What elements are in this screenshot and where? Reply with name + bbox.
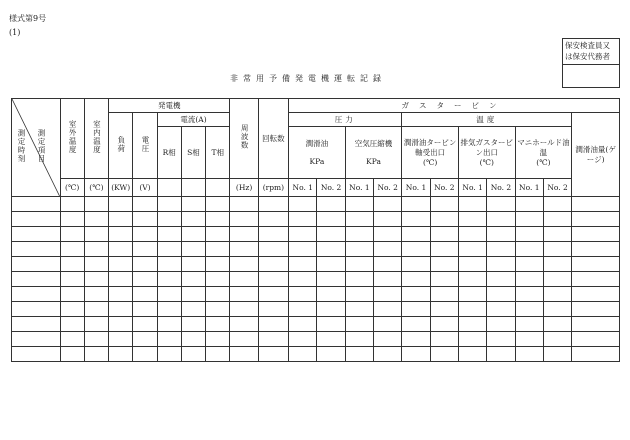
table-cell[interactable]	[84, 332, 108, 347]
unit-indoor: (℃)	[84, 179, 108, 197]
table-cell[interactable]	[430, 197, 458, 212]
time-item-header	[12, 99, 61, 197]
table-cell[interactable]	[206, 227, 230, 242]
rpm-header: 回転数	[258, 99, 288, 179]
table-cell[interactable]	[60, 212, 84, 227]
table-cell[interactable]	[402, 242, 430, 257]
table-cell[interactable]	[12, 317, 61, 332]
manifold-temp-header: マニホールド油温 (℃)	[515, 127, 572, 179]
table-cell[interactable]	[289, 242, 317, 257]
table-cell[interactable]	[181, 317, 205, 332]
table-cell[interactable]	[430, 212, 458, 227]
table-cell[interactable]	[487, 272, 515, 287]
table-cell[interactable]	[133, 227, 157, 242]
table-cell[interactable]	[230, 347, 258, 362]
table-cell[interactable]	[317, 332, 345, 347]
generator-header: 発電機	[109, 99, 230, 113]
table-cell[interactable]	[230, 227, 258, 242]
table-cell[interactable]	[133, 317, 157, 332]
table-cell[interactable]	[109, 197, 133, 212]
air-compressor-header: 空気圧縮機 KPa	[345, 127, 402, 179]
phase-r-header: R相	[157, 127, 181, 179]
table-row	[12, 332, 620, 347]
no1-label: No. 1	[289, 179, 317, 197]
table-cell[interactable]	[402, 257, 430, 272]
table-cell[interactable]	[84, 227, 108, 242]
table-cell[interactable]	[258, 272, 288, 287]
table-cell[interactable]	[543, 227, 571, 242]
form-number: 様式第9号	[9, 14, 47, 23]
table-cell[interactable]	[12, 272, 61, 287]
table-cell[interactable]	[543, 212, 571, 227]
table-cell[interactable]	[157, 302, 181, 317]
page-title: 非常用予備発電機運転記録	[230, 74, 386, 83]
table-cell[interactable]	[374, 302, 402, 317]
table-cell[interactable]	[133, 242, 157, 257]
table-cell[interactable]	[289, 317, 317, 332]
table-cell[interactable]	[515, 347, 543, 362]
table-row	[12, 347, 620, 362]
table-cell[interactable]	[12, 212, 61, 227]
table-cell[interactable]	[258, 197, 288, 212]
table-cell[interactable]	[289, 302, 317, 317]
table-cell[interactable]	[157, 227, 181, 242]
table-cell[interactable]	[109, 257, 133, 272]
table-cell[interactable]	[84, 242, 108, 257]
table-cell[interactable]	[458, 257, 486, 272]
table-cell[interactable]	[572, 317, 620, 332]
outdoor-temp-header: 室外温度	[60, 99, 84, 179]
table-cell[interactable]	[206, 332, 230, 347]
table-cell[interactable]	[487, 317, 515, 332]
table-cell[interactable]	[487, 332, 515, 347]
table-cell[interactable]	[133, 332, 157, 347]
exhaust-gas-temp-header: 排気ガスタービン出口 (℃)	[458, 127, 515, 179]
unit-r	[157, 179, 181, 197]
table-cell[interactable]	[133, 257, 157, 272]
table-cell[interactable]	[572, 332, 620, 347]
table-cell[interactable]	[543, 272, 571, 287]
table-cell[interactable]	[109, 272, 133, 287]
table-cell[interactable]	[258, 287, 288, 302]
table-cell[interactable]	[402, 287, 430, 302]
unit-rpm: (rpm)	[258, 179, 288, 197]
unit-t	[206, 179, 230, 197]
table-cell[interactable]	[230, 317, 258, 332]
table-cell[interactable]	[402, 227, 430, 242]
table-cell[interactable]	[109, 347, 133, 362]
table-cell[interactable]	[572, 197, 620, 212]
table-cell[interactable]	[374, 242, 402, 257]
table-cell[interactable]	[515, 197, 543, 212]
table-cell[interactable]	[12, 302, 61, 317]
table-cell[interactable]	[515, 212, 543, 227]
table-cell[interactable]	[157, 347, 181, 362]
table-cell[interactable]	[487, 347, 515, 362]
table-cell[interactable]	[258, 242, 288, 257]
table-cell[interactable]	[515, 272, 543, 287]
table-cell[interactable]	[458, 302, 486, 317]
table-cell[interactable]	[345, 197, 373, 212]
table-cell[interactable]	[458, 242, 486, 257]
table-cell[interactable]	[109, 212, 133, 227]
table-cell[interactable]	[572, 212, 620, 227]
table-cell[interactable]	[157, 317, 181, 332]
table-cell[interactable]	[157, 272, 181, 287]
table-row	[12, 272, 620, 287]
table-cell[interactable]	[543, 332, 571, 347]
frequency-header: 周波数	[230, 99, 258, 179]
table-cell[interactable]	[458, 227, 486, 242]
table-cell[interactable]	[402, 347, 430, 362]
table-cell[interactable]	[458, 212, 486, 227]
unit-voltage: (V)	[133, 179, 157, 197]
table-cell[interactable]	[109, 242, 133, 257]
table-cell[interactable]	[515, 317, 543, 332]
table-cell[interactable]	[12, 242, 61, 257]
table-cell[interactable]	[133, 302, 157, 317]
table-cell[interactable]	[543, 197, 571, 212]
inspector-signature-field[interactable]	[563, 65, 619, 87]
table-cell[interactable]	[109, 332, 133, 347]
table-cell[interactable]	[289, 332, 317, 347]
table-cell[interactable]	[543, 317, 571, 332]
temperature-header: 温度	[402, 113, 572, 127]
table-cell[interactable]	[487, 302, 515, 317]
table-cell[interactable]	[109, 227, 133, 242]
table-cell[interactable]	[133, 212, 157, 227]
indoor-temp-header: 室内温度	[84, 99, 108, 179]
table-cell[interactable]	[430, 317, 458, 332]
table-cell[interactable]	[230, 302, 258, 317]
table-cell[interactable]	[374, 287, 402, 302]
lube-oil-turbine-temp-header: 潤滑油タービン軸受出口 (℃)	[402, 127, 459, 179]
table-cell[interactable]	[345, 242, 373, 257]
inspector-label: 保安検査員又は保安代務者	[563, 39, 619, 65]
table-cell[interactable]	[181, 272, 205, 287]
table-cell[interactable]	[60, 332, 84, 347]
table-cell[interactable]	[84, 212, 108, 227]
table-row	[12, 242, 620, 257]
table-cell[interactable]	[317, 197, 345, 212]
table-cell[interactable]	[543, 347, 571, 362]
table-cell[interactable]	[317, 212, 345, 227]
operation-log-table	[11, 98, 620, 362]
table-cell[interactable]	[430, 257, 458, 272]
table-cell[interactable]	[258, 302, 288, 317]
table-cell[interactable]	[374, 332, 402, 347]
table-cell[interactable]	[572, 257, 620, 272]
table-cell[interactable]	[374, 347, 402, 362]
table-cell[interactable]	[60, 302, 84, 317]
table-cell[interactable]	[60, 272, 84, 287]
table-cell[interactable]	[181, 227, 205, 242]
no2-label: No. 2	[430, 179, 458, 197]
table-cell[interactable]	[458, 347, 486, 362]
table-cell[interactable]	[374, 212, 402, 227]
table-cell[interactable]	[572, 272, 620, 287]
table-cell[interactable]	[317, 302, 345, 317]
pressure-header: 圧力	[289, 113, 402, 127]
table-cell[interactable]	[109, 287, 133, 302]
table-cell[interactable]	[487, 242, 515, 257]
table-cell[interactable]	[258, 212, 288, 227]
table-cell[interactable]	[258, 257, 288, 272]
table-cell[interactable]	[543, 302, 571, 317]
table-cell[interactable]	[157, 212, 181, 227]
table-cell[interactable]	[345, 317, 373, 332]
table-cell[interactable]	[157, 257, 181, 272]
table-cell[interactable]	[289, 272, 317, 287]
table-cell[interactable]	[345, 347, 373, 362]
table-cell[interactable]	[317, 242, 345, 257]
table-cell[interactable]	[317, 257, 345, 272]
table-cell[interactable]	[345, 332, 373, 347]
table-cell[interactable]	[374, 317, 402, 332]
table-row	[12, 227, 620, 242]
lube-oil-level-header: 潤滑油量(ゲージ)	[572, 113, 620, 197]
table-cell[interactable]	[515, 287, 543, 302]
table-cell[interactable]	[230, 212, 258, 227]
unit-outdoor: (℃)	[60, 179, 84, 197]
table-cell[interactable]	[487, 227, 515, 242]
table-cell[interactable]	[206, 212, 230, 227]
table-row	[12, 287, 620, 302]
unit-s	[181, 179, 205, 197]
table-cell[interactable]	[345, 302, 373, 317]
table-cell[interactable]	[402, 302, 430, 317]
inspector-box	[562, 38, 620, 88]
phase-t-header: T相	[206, 127, 230, 179]
table-cell[interactable]	[430, 227, 458, 242]
table-cell[interactable]	[109, 302, 133, 317]
table-cell[interactable]	[206, 242, 230, 257]
table-cell[interactable]	[572, 287, 620, 302]
table-cell[interactable]	[157, 197, 181, 212]
table-cell[interactable]	[60, 227, 84, 242]
table-cell[interactable]	[430, 272, 458, 287]
table-cell[interactable]	[60, 197, 84, 212]
table-cell[interactable]	[515, 242, 543, 257]
time-header-label: 測定時刻	[17, 129, 26, 163]
table-cell[interactable]	[402, 317, 430, 332]
table-cell[interactable]	[289, 257, 317, 272]
table-cell[interactable]	[487, 257, 515, 272]
table-cell[interactable]	[206, 347, 230, 362]
table-cell[interactable]	[572, 347, 620, 362]
table-cell[interactable]	[317, 317, 345, 332]
table-cell[interactable]	[206, 272, 230, 287]
table-cell[interactable]	[60, 242, 84, 257]
table-cell[interactable]	[12, 257, 61, 272]
table-cell[interactable]	[181, 257, 205, 272]
table-cell[interactable]	[133, 287, 157, 302]
table-cell[interactable]	[230, 287, 258, 302]
voltage-header: 電圧	[133, 113, 157, 179]
data-rows	[12, 197, 620, 362]
no1-label: No. 1	[515, 179, 543, 197]
table-cell[interactable]	[289, 287, 317, 302]
table-cell[interactable]	[109, 317, 133, 332]
no1-label: No. 1	[402, 179, 430, 197]
table-cell[interactable]	[12, 197, 61, 212]
table-cell[interactable]	[402, 197, 430, 212]
table-cell[interactable]	[12, 332, 61, 347]
table-row	[12, 317, 620, 332]
table-cell[interactable]	[317, 287, 345, 302]
no2-label: No. 2	[543, 179, 571, 197]
table-cell[interactable]	[60, 287, 84, 302]
table-cell[interactable]	[206, 197, 230, 212]
table-cell[interactable]	[230, 242, 258, 257]
table-cell[interactable]	[374, 272, 402, 287]
table-cell[interactable]	[402, 272, 430, 287]
table-cell[interactable]	[157, 287, 181, 302]
table-cell[interactable]	[258, 347, 288, 362]
form-sub-number: (1)	[9, 28, 21, 37]
table-cell[interactable]	[402, 332, 430, 347]
table-cell[interactable]	[543, 287, 571, 302]
table-row	[12, 212, 620, 227]
table-row	[12, 197, 620, 212]
table-cell[interactable]	[181, 302, 205, 317]
table-cell[interactable]	[84, 287, 108, 302]
table-row	[12, 302, 620, 317]
table-cell[interactable]	[515, 227, 543, 242]
table-cell[interactable]	[345, 257, 373, 272]
table-cell[interactable]	[206, 287, 230, 302]
table-cell[interactable]	[84, 347, 108, 362]
table-cell[interactable]	[60, 347, 84, 362]
load-header: 負荷	[109, 113, 133, 179]
table-cell[interactable]	[487, 287, 515, 302]
table-cell[interactable]	[181, 212, 205, 227]
lube-oil-pressure-header: 潤滑油 KPa	[289, 127, 346, 179]
table-cell[interactable]	[181, 287, 205, 302]
table-cell[interactable]	[181, 197, 205, 212]
table-cell[interactable]	[230, 332, 258, 347]
table-cell[interactable]	[430, 242, 458, 257]
table-cell[interactable]	[206, 317, 230, 332]
table-cell[interactable]	[430, 332, 458, 347]
table-cell[interactable]	[289, 227, 317, 242]
table-cell[interactable]	[515, 302, 543, 317]
no2-label: No. 2	[317, 179, 345, 197]
table-cell[interactable]	[289, 197, 317, 212]
table-cell[interactable]	[458, 287, 486, 302]
table-cell[interactable]	[258, 332, 288, 347]
no1-label: No. 1	[345, 179, 373, 197]
table-cell[interactable]	[458, 272, 486, 287]
table-cell[interactable]	[84, 257, 108, 272]
table-cell[interactable]	[12, 227, 61, 242]
table-cell[interactable]	[84, 317, 108, 332]
no1-label: No. 1	[458, 179, 486, 197]
table-cell[interactable]	[181, 242, 205, 257]
item-header-label: 測定項目	[37, 129, 46, 163]
table-cell[interactable]	[374, 197, 402, 212]
table-cell[interactable]	[289, 212, 317, 227]
table-cell[interactable]	[258, 227, 288, 242]
table-cell[interactable]	[515, 257, 543, 272]
unit-frequency: (Hz)	[230, 179, 258, 197]
table-cell[interactable]	[84, 272, 108, 287]
table-cell[interactable]	[402, 212, 430, 227]
table-cell[interactable]	[12, 347, 61, 362]
table-cell[interactable]	[458, 197, 486, 212]
table-cell[interactable]	[84, 302, 108, 317]
table-cell[interactable]	[487, 212, 515, 227]
table-cell[interactable]	[60, 317, 84, 332]
table-cell[interactable]	[374, 227, 402, 242]
table-cell[interactable]	[430, 302, 458, 317]
table-cell[interactable]	[543, 257, 571, 272]
table-cell[interactable]	[206, 302, 230, 317]
phase-s-header: S相	[181, 127, 205, 179]
table-cell[interactable]	[572, 242, 620, 257]
table-cell[interactable]	[60, 257, 84, 272]
table-cell[interactable]	[289, 347, 317, 362]
table-cell[interactable]	[317, 227, 345, 242]
table-cell[interactable]	[157, 242, 181, 257]
table-cell[interactable]	[133, 347, 157, 362]
table-cell[interactable]	[345, 212, 373, 227]
table-cell[interactable]	[133, 272, 157, 287]
table-cell[interactable]	[317, 272, 345, 287]
table-cell[interactable]	[230, 197, 258, 212]
table-cell[interactable]	[12, 287, 61, 302]
table-cell[interactable]	[430, 287, 458, 302]
current-header: 電流(A)	[157, 113, 230, 127]
table-cell[interactable]	[317, 347, 345, 362]
table-cell[interactable]	[515, 332, 543, 347]
no2-label: No. 2	[374, 179, 402, 197]
table-cell[interactable]	[230, 272, 258, 287]
table-cell[interactable]	[374, 257, 402, 272]
table-cell[interactable]	[345, 272, 373, 287]
table-cell[interactable]	[543, 242, 571, 257]
table-cell[interactable]	[181, 332, 205, 347]
table-cell[interactable]	[133, 197, 157, 212]
table-cell[interactable]	[458, 332, 486, 347]
table-cell[interactable]	[487, 197, 515, 212]
table-cell[interactable]	[258, 317, 288, 332]
gas-turbine-header: ガスタービン	[289, 99, 620, 113]
table-cell[interactable]	[430, 347, 458, 362]
table-cell[interactable]	[206, 257, 230, 272]
table-cell[interactable]	[345, 227, 373, 242]
table-cell[interactable]	[230, 257, 258, 272]
no2-label: No. 2	[487, 179, 515, 197]
table-cell[interactable]	[345, 287, 373, 302]
table-cell[interactable]	[572, 227, 620, 242]
table-row	[12, 257, 620, 272]
table-cell[interactable]	[157, 332, 181, 347]
table-cell[interactable]	[84, 197, 108, 212]
unit-load: (KW)	[109, 179, 133, 197]
table-cell[interactable]	[458, 317, 486, 332]
table-cell[interactable]	[572, 302, 620, 317]
table-cell[interactable]	[181, 347, 205, 362]
